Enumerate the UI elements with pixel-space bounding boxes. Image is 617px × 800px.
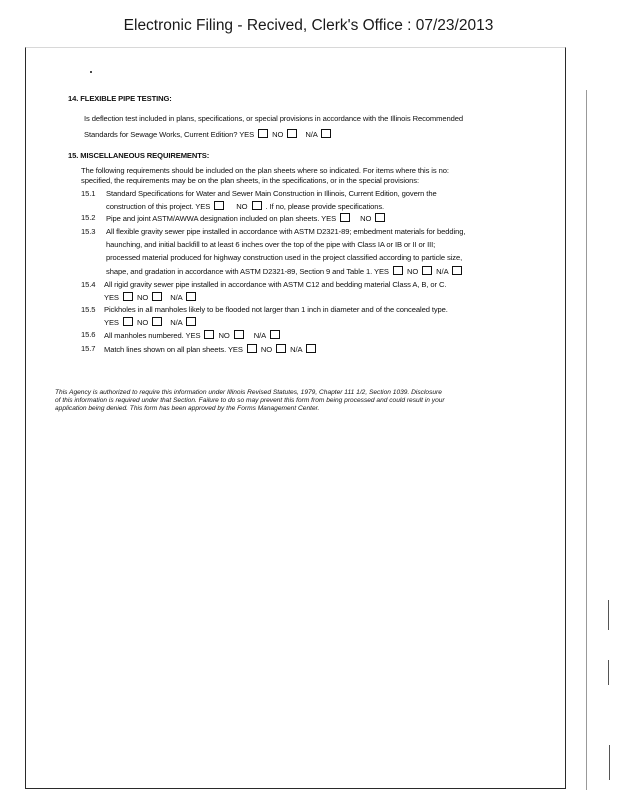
item-15-1-note: . If no, please provide specifications. bbox=[265, 202, 385, 211]
scan-edge-mark bbox=[609, 745, 610, 780]
item-15-5-yes-checkbox[interactable] bbox=[123, 317, 133, 326]
item-15-7-text: Match lines shown on all plan sheets. YES bbox=[104, 345, 243, 354]
item-15-7-no-checkbox[interactable] bbox=[276, 344, 286, 353]
item-15-5-line1: Pickholes in all manholes likely to be flooded not larger than 1 inch in diameter and of the concealed type. bbox=[104, 305, 448, 314]
deflection-question: Standards for Sewage Works, Current Edition? YES bbox=[84, 130, 255, 139]
filing-header: Electronic Filing - Recived, Clerk's Office : 07/23/2013 bbox=[123, 17, 494, 34]
item-15-6-no-checkbox[interactable] bbox=[234, 330, 244, 339]
item-15-6-line bbox=[104, 330, 282, 340]
notice-line1: This Agency is authorized to require this information under Illinois Revised Statutes, 1979, Chapter 111 1/2, Section 1039. Disclosure bbox=[55, 389, 442, 396]
item-15-3-yes-checkbox[interactable] bbox=[393, 266, 403, 275]
item-15-5-no-checkbox[interactable] bbox=[152, 317, 162, 326]
scan-edge-mark bbox=[608, 600, 609, 630]
s14-yes-checkbox[interactable] bbox=[258, 129, 268, 138]
item-15-6-na-checkbox[interactable] bbox=[270, 330, 280, 339]
item-15-1-no-checkbox[interactable] bbox=[252, 201, 262, 210]
item-15-1-text: construction of this project. YES bbox=[106, 202, 211, 211]
item-15-4-na-label: N/A bbox=[170, 293, 183, 302]
item-15-7-line bbox=[104, 344, 318, 354]
item-15-2-yes-checkbox[interactable] bbox=[340, 213, 350, 222]
item-15-6-na-label: N/A bbox=[253, 331, 266, 340]
notice-line2: of this information is required under that Section. Failure to do so may prevent this form from being processed and could result in your bbox=[55, 397, 445, 404]
item-15-5-options bbox=[104, 317, 198, 327]
item-15-3-text: shape, and gradation in accordance with ASTM D2321-89, Section 9 and Table 1. YES bbox=[106, 267, 389, 276]
s14-na-label: N/A bbox=[305, 130, 318, 139]
item-15-4-options bbox=[104, 292, 198, 302]
item-15-3-line2: haunching, and initial backfill to at least 6 inches over the top of the pipe with Class IA or IB or II or III; bbox=[106, 240, 436, 249]
item-15-4-line1: All rigid gravity sewer pipe installed in accordance with ASTM C12 and bedding material Class A, B, or C. bbox=[104, 280, 447, 289]
section-14-heading: 14. FLEXIBLE PIPE TESTING: bbox=[68, 94, 172, 103]
s14-na-checkbox[interactable] bbox=[321, 129, 331, 138]
item-15-5-no-label: NO bbox=[136, 318, 149, 327]
item-15-4-yes-label: YES bbox=[104, 293, 119, 302]
privacy-notice bbox=[55, 389, 545, 413]
item-15-1-yes-checkbox[interactable] bbox=[214, 201, 224, 210]
item-15-1-no-label: NO bbox=[236, 202, 248, 211]
item-15-7-number: 15.7 bbox=[81, 344, 96, 353]
item-15-7-yes-checkbox[interactable] bbox=[247, 344, 257, 353]
section-15-heading: 15. MISCELLANEOUS REQUIREMENTS: bbox=[68, 151, 210, 160]
item-15-3-line4 bbox=[106, 266, 464, 276]
item-15-4-number: 15.4 bbox=[81, 280, 96, 289]
item-15-7-no-label: NO bbox=[260, 345, 273, 354]
item-15-2-line bbox=[106, 213, 387, 223]
scan-edge-line bbox=[586, 90, 587, 790]
item-15-2-no-checkbox[interactable] bbox=[375, 213, 385, 222]
item-15-5-na-label: N/A bbox=[170, 318, 183, 327]
s14-no-label: NO bbox=[272, 130, 284, 139]
item-15-7-na-checkbox[interactable] bbox=[306, 344, 316, 353]
item-15-3-no-checkbox[interactable] bbox=[422, 266, 432, 275]
notice-line3: application being denied. This form has been approved by the Forms Management Center. bbox=[55, 405, 320, 412]
scan-edge-mark bbox=[608, 660, 609, 685]
section-14-line2 bbox=[84, 129, 333, 139]
item-15-3-number: 15.3 bbox=[81, 227, 96, 236]
item-15-2-no-label: NO bbox=[360, 214, 372, 223]
item-15-6-yes-checkbox[interactable] bbox=[204, 330, 214, 339]
item-15-4-no-label: NO bbox=[136, 293, 149, 302]
item-15-4-no-checkbox[interactable] bbox=[152, 292, 162, 301]
item-15-4-na-checkbox[interactable] bbox=[186, 292, 196, 301]
item-15-4-yes-checkbox[interactable] bbox=[123, 292, 133, 301]
item-15-2-number: 15.2 bbox=[81, 213, 96, 222]
item-15-1-line1: Standard Specifications for Water and Sewer Main Construction in Illinois, Current Edition, govern the bbox=[106, 189, 437, 198]
item-15-3-na-label: N/A bbox=[436, 267, 449, 276]
section-14-line1: Is deflection test included in plans, specifications, or special provisions in accordance with the Illinois Recommended bbox=[84, 114, 463, 123]
section-15-intro2: specified, the requirements may be on the plan sheets, in the specifications, or in the special provisions: bbox=[81, 176, 419, 185]
item-15-3-line3: processed material produced for highway construction used in the project classified according to particle size, bbox=[106, 253, 463, 262]
section-15-intro1: The following requirements should be included on the plan sheets where so indicated. For items where this is no: bbox=[81, 166, 449, 175]
item-15-1-number: 15.1 bbox=[81, 189, 96, 198]
item-15-5-yes-label: YES bbox=[104, 318, 119, 327]
item-15-3-no-label: NO bbox=[406, 267, 419, 276]
item-15-5-number: 15.5 bbox=[81, 305, 96, 314]
scan-speck bbox=[90, 71, 92, 73]
s14-no-checkbox[interactable] bbox=[287, 129, 297, 138]
item-15-6-text: All manholes numbered. YES bbox=[104, 331, 201, 340]
item-15-1-line2 bbox=[106, 201, 384, 211]
item-15-2-text: Pipe and joint ASTM/AWWA designation included on plan sheets. YES bbox=[106, 214, 337, 223]
item-15-3-na-checkbox[interactable] bbox=[452, 266, 462, 275]
item-15-3-line1: All flexible gravity sewer pipe installed in accordance with ASTM D2321-89; embedment materials for bedding, bbox=[106, 227, 466, 236]
item-15-6-no-label: NO bbox=[218, 331, 230, 340]
item-15-7-na-label: N/A bbox=[290, 345, 303, 354]
item-15-6-number: 15.6 bbox=[81, 330, 96, 339]
item-15-5-na-checkbox[interactable] bbox=[186, 317, 196, 326]
